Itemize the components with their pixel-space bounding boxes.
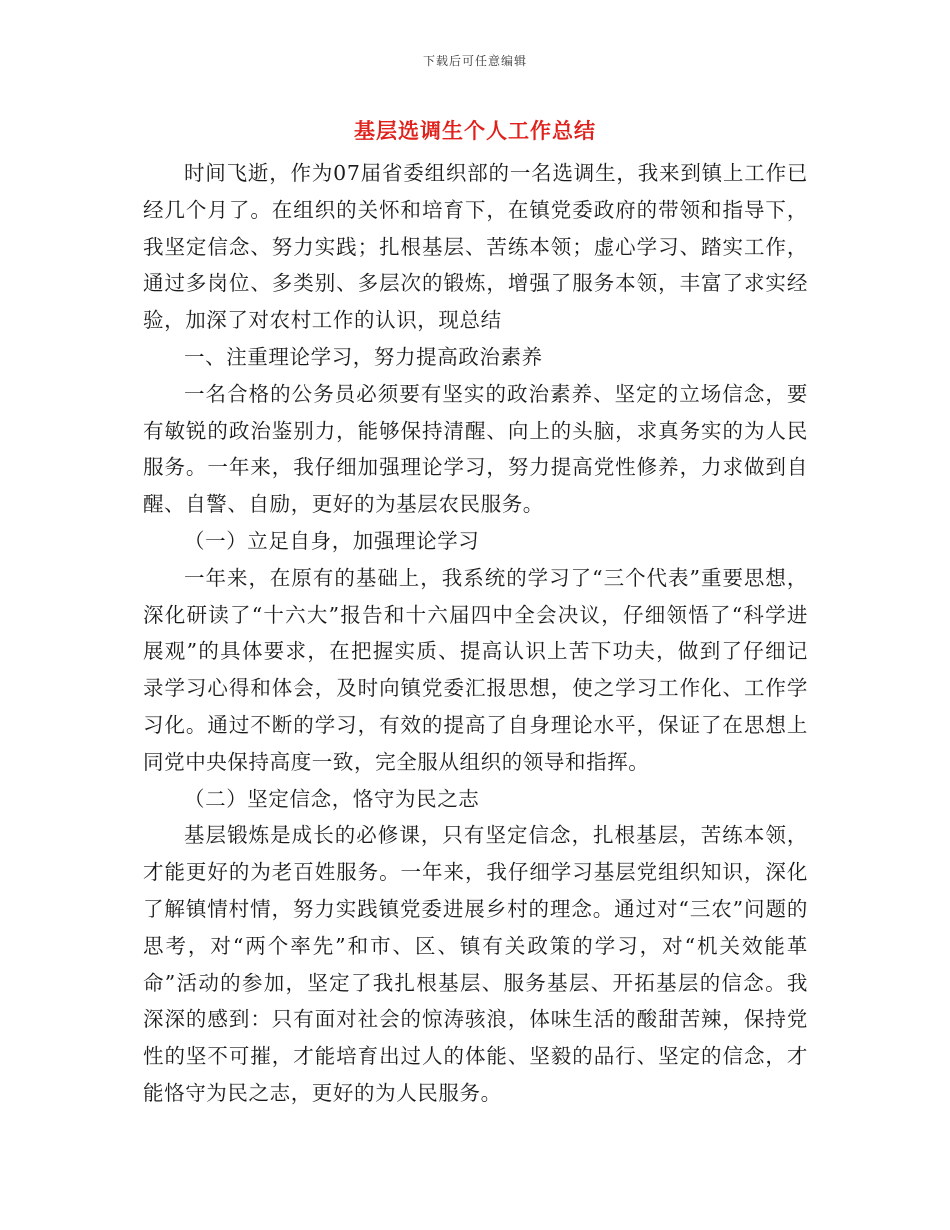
document-body [143, 155, 808, 1112]
subsection-heading-1: （一）立足自身，加强理论学习 [184, 528, 480, 553]
subsection-1-paragraph: 一年来，在原有的基础上，我系统的学习了“三个代表”重要思想，深化研读了“十六大”报告和十六届四中全会决议，仔细领悟了“科学进展观”的具体要求，在把握实质、提高认识上苦下功夫，做到了仔细记录学习心得和体会，及时向镇党委汇报思想，使之学习工作化、工作学习化。通过不断的学习，有效的提高了自身理论水平，保证了在思想上同党中央保持高度一致，完全服从组织的领导和指挥。 [143, 565, 808, 774]
page-header-note: 下载后可任意编辑 [422, 54, 527, 68]
subsection-heading-2: （二）坚定信念，恪守为民之志 [184, 786, 480, 811]
section-heading-1: 一、注重理论学习，努力提高政治素养 [184, 344, 543, 369]
intro-paragraph: 时间飞逝，作为07届省委组织部的一名选调生，我来到镇上工作已经几个月了。在组织的关怀和培育下，在镇党委政府的带领和指导下，我坚定信念、努力实践；扎根基层、苦练本领；虚心学习、踏实工作，通过多岗位、多类别、多层次的锻炼，增强了服务本领，丰富了求实经验，加深了对农村工作的认识，现总结 [143, 161, 808, 333]
subsection-2-paragraph: 基层锻炼是成长的必修课，只有坚定信念，扎根基层，苦练本领，才能更好的为老百姓服务。一年来，我仔细学习基层党组织知识，深化了解镇情村情，努力实践镇党委进展乡村的理念。通过对“三农”问题的思考，对“两个率先”和市、区、镇有关政策的学习，对“机关效能革命”活动的参加，坚定了我扎根基层、服务基层、开拓基层的信念。我深深的感到：只有面对社会的惊涛骇浪，体味生活的酸甜苦辣，保持党性的坚不可摧，才能培育出过人的体能、坚毅的品行、坚定的信念，才能恪守为民之志，更好的为人民服务。 [143, 823, 808, 1105]
section-1-paragraph: 一名合格的公务员必须要有坚实的政治素养、坚定的立场信念，要有敏锐的政治鉴别力，能够保持清醒、向上的头脑，求真务实的为人民服务。一年来，我仔细加强理论学习，努力提高党性修养，力求做到自醒、自警、自励，更好的为基层农民服务。 [143, 381, 808, 517]
document-title: 基层选调生个人工作总结 [354, 118, 596, 143]
